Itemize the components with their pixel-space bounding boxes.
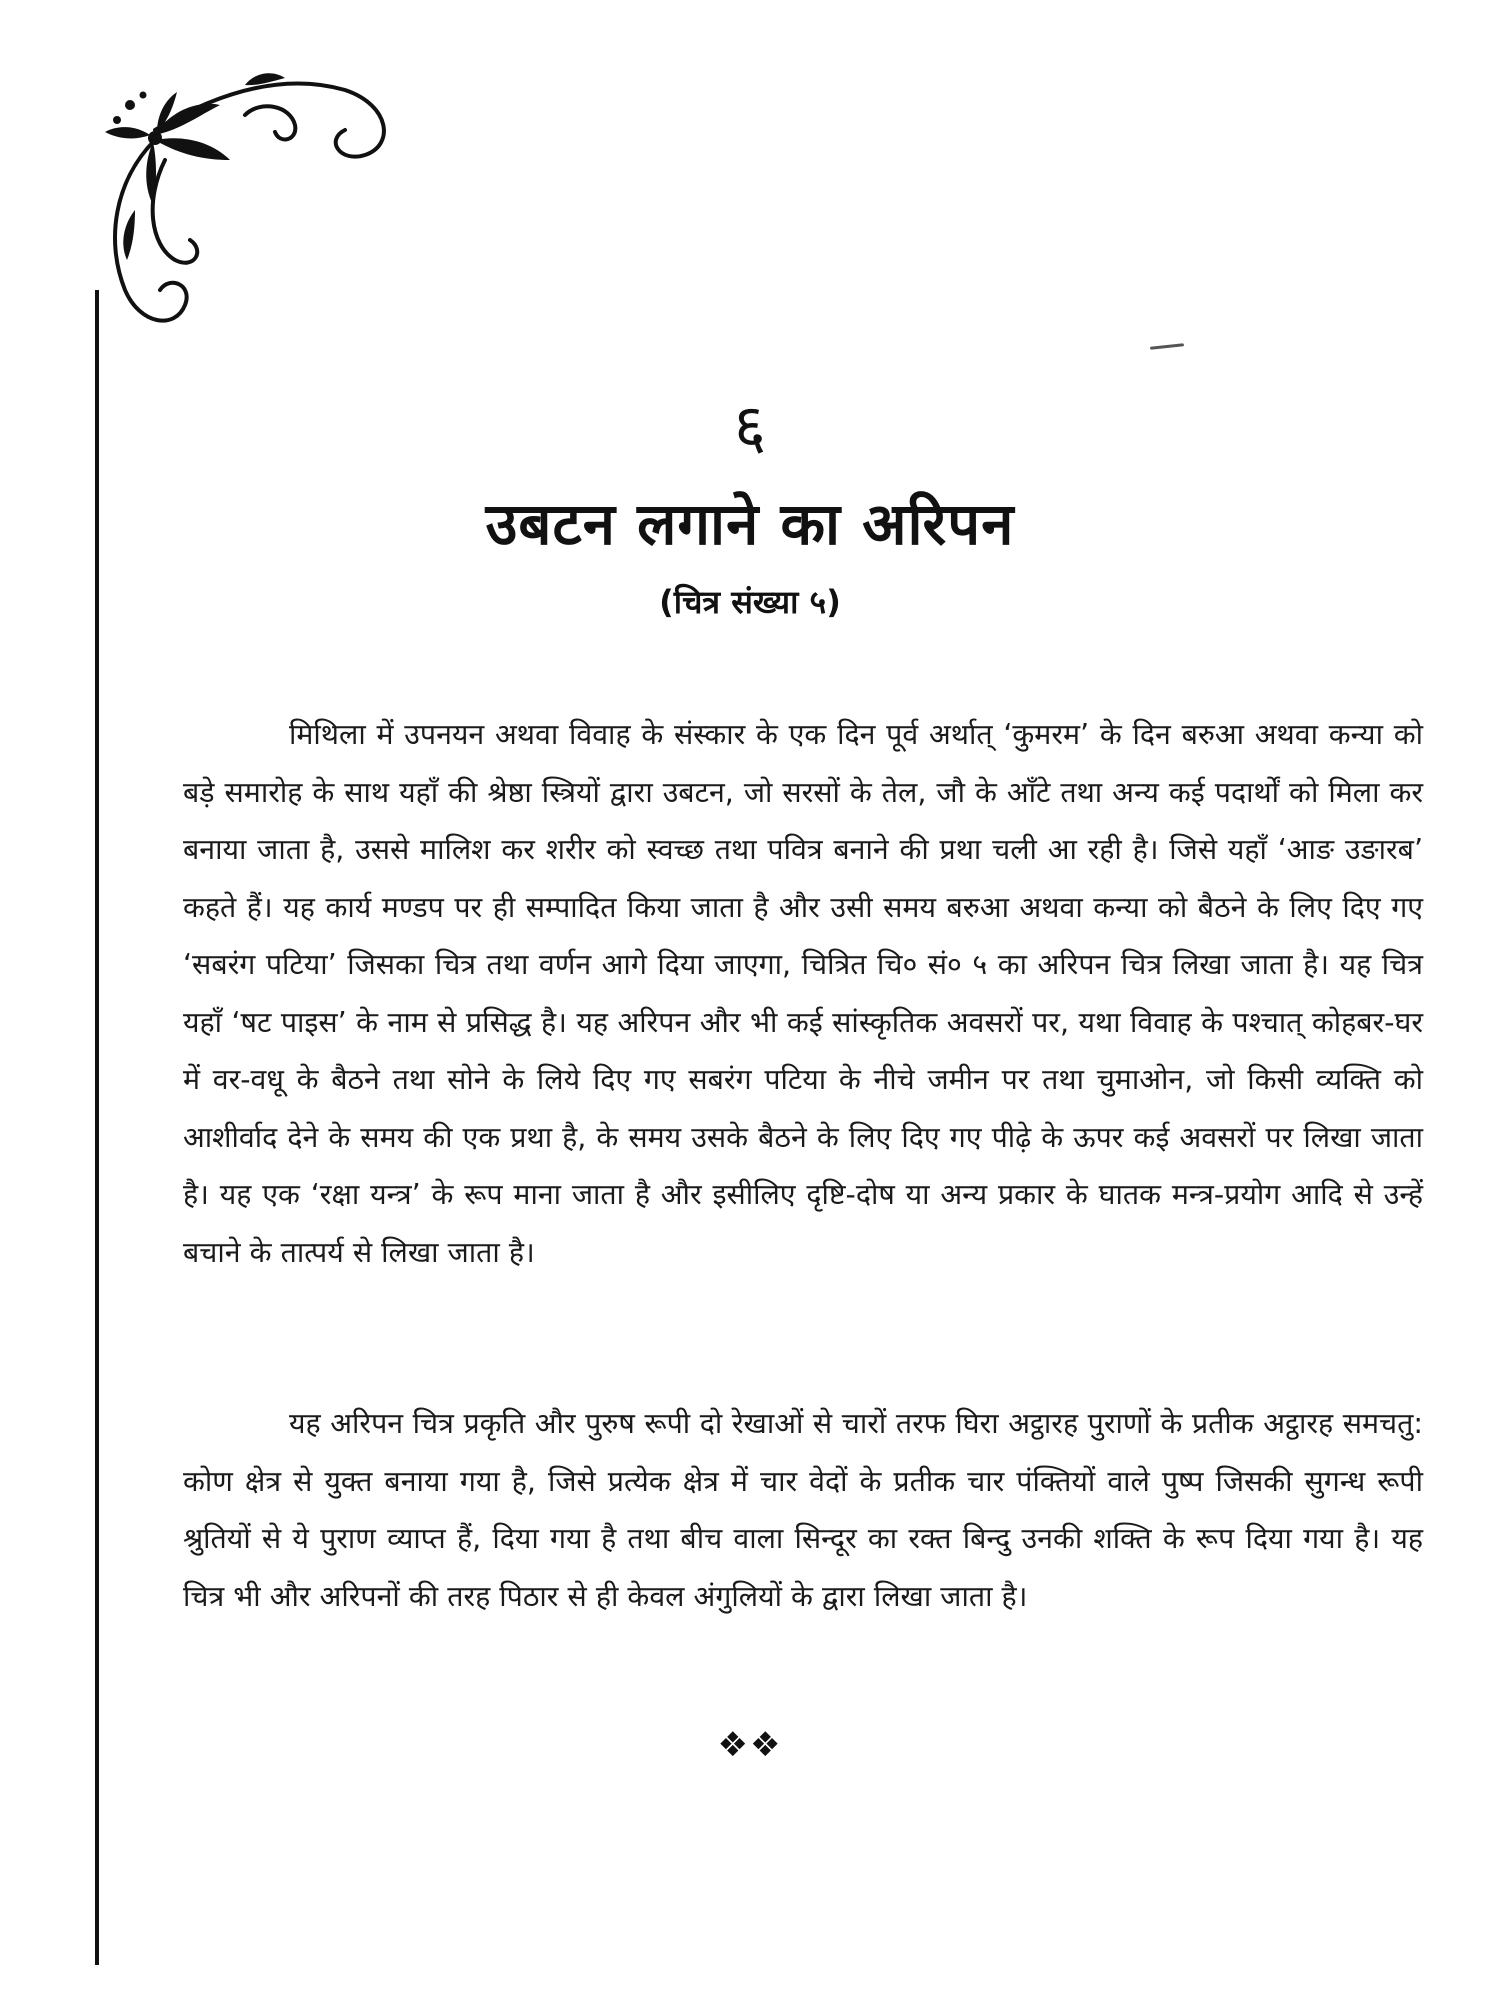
chapter-title: उबटन लगाने का अरिपन: [485, 490, 1015, 558]
chapter-subtitle: (चित्र संख्या ५): [659, 583, 841, 621]
paragraph-1: [183, 706, 1423, 1281]
floral-corner-icon: [95, 60, 395, 340]
paragraph-1-text: मिथिला में उपनयन अथवा विवाह के संस्कार के एक दिन पूर्व अर्थात् ‘कुमरम’ के दिन बरुआ अथवा कन्या को बड़े समारोह के साथ यहाँ की श्रेष्ठा स्त्रियों द्वारा उबटन, जो सरसों के तेल, जौ के आँटे तथा अन्य कई पदार्थों को मिला कर बनाया जाता है, उससे मालिश कर शरीर को स्वच्छ तथा पवित्र बनाने की प्रथा चली आ रही है। जिसे यहाँ ‘आङ उङारब’ कहते हैं। यह कार्य मण्डप पर ही सम्पादित किया जाता है और उसी समय बरुआ अथवा कन्या को बैठने के लिए दिए गए ‘सबरंग पटिया’ जिसका चित्र तथा वर्णन आगे दिया जाएगा, चित्रित चि० सं० ५ का अरिपन चित्र लिखा जाता है। यह चित्र यहाँ ‘षट पाइस’ के नाम से प्रसिद्ध है। यह अरिपन और भी कई सांस्कृतिक अवसरों पर, यथा विवाह के पश्चात् कोहबर-घर में वर-वधू के बैठने तथा सोने के लिये दिए गए सबरंग पटिया के नीचे जमीन पर तथा चुमाओन, जो किसी व्यक्ति को आशीर्वाद देने के समय की एक प्रथा है, के समय उसके बैठने के लिए दिए गए पीढ़े के ऊपर कई अवसरों पर लिखा जाता है। यह एक ‘रक्षा यन्त्र’ के रूप माना जाता है और इसीलिए दृष्टि-दोष या अन्य प्रकार के घातक मन्त्र-प्रयोग आदि से उन्हें बचाने के तात्पर्य से लिखा जाता है।: [183, 718, 1424, 1269]
section-end-ornament: ❖❖: [717, 1725, 783, 1765]
paragraph-2-text: यह अरिपन चित्र प्रकृति और पुरुष रूपी दो रेखाओं से चारों तरफ घिरा अट्ठारह पुराणों के प्रतीक अट्ठारह समचतु: कोण क्षेत्र से युक्त बनाया गया है, जिसे प्रत्येक क्षेत्र में चार वेदों के प्रतीक चार पंक्तियों वाले पुष्प जिसकी सुगन्ध रूपी श्रुतियों से ये पुराण व्याप्त हैं, दिया गया है तथा बीच वाला सिन्दूर का रक्त बिन्दु उनकी शक्ति के रूप दिया गया है। यह चित्र भी और अरिपनों की तरह पिठार से ही केवल अंगुलियों के द्वारा लिखा जाता है।: [183, 1407, 1423, 1613]
stray-ink-mark: [1150, 343, 1184, 350]
paragraph-2: [183, 1395, 1423, 1625]
chapter-number: ६: [733, 390, 767, 463]
